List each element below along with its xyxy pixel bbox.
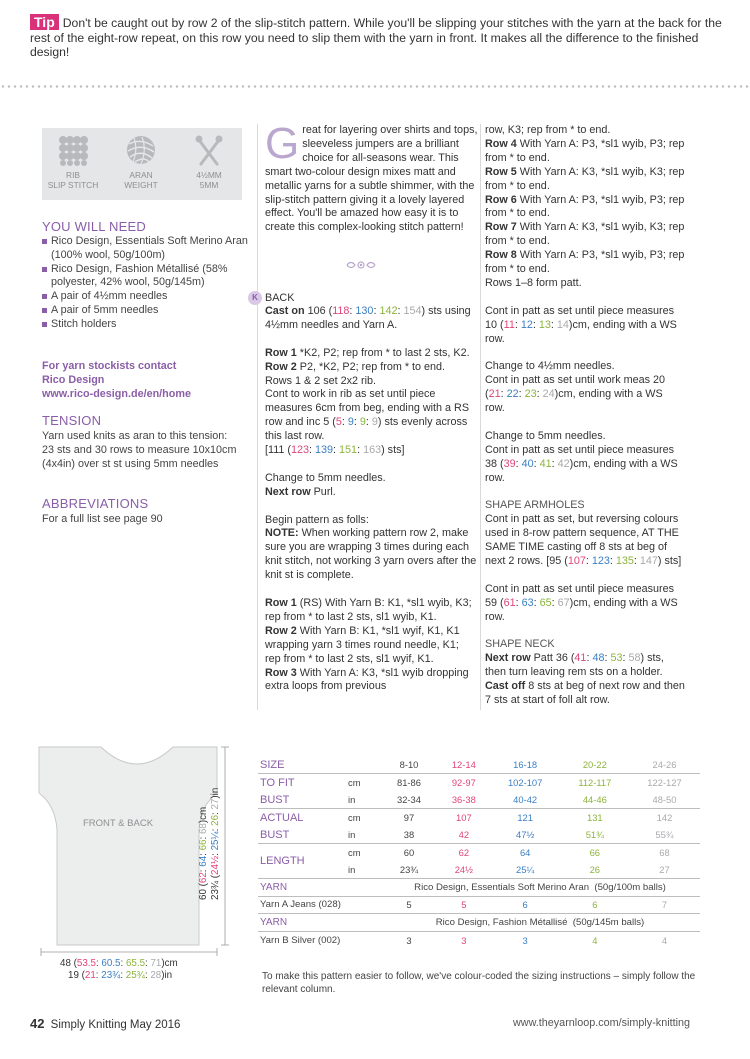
stockists-info: For yarn stockists contact Rico Design www.rico-design.de/en/home [42, 360, 191, 400]
rib-rows: Row 1 *K2, P2; rep from * to last 2 sts, K2. Row 2 P2, *K2, P2; rep from * to end. Rows 1 & 2 set 2x2 rib. Cont to work in rib as set until piece measures 6cm from beg, ending with a RS row and inc 5 (5: 9: 9: 9) sts evenly across this last row. [111 (123: 139: 151: 163) sts] [265, 346, 470, 457]
pattern-note: Begin pattern as folls: NOTE: When working pattern row 2, make sure you are wrapping 3 times during each knit stitch, not working 3 yarn overs after the knit st is complete. [265, 513, 477, 582]
column-divider [480, 124, 481, 710]
list-item: Rico Design, Fashion Métallisé (58% polyester, 42% wool, 50g/145m) [42, 263, 252, 291]
measure-4: Cont in patt as set until piece measures 59 (61: 63: 65: 67)cm, ending with a WS row. [485, 582, 678, 623]
tip-box [30, 14, 730, 60]
table-row: YARN Rico Design, Fashion Métallisé (50g/145m balls) [258, 914, 700, 932]
magazine-name: Simply Knitting May 2016 [50, 1019, 181, 1031]
needle-size-info [182, 134, 236, 190]
measure-2: Change to 4½mm needles. Cont in patt as set until work meas 20 (21: 22: 23: 24)cm, ending with a WS row. [485, 360, 666, 415]
back-instructions [265, 305, 477, 708]
back-section-heading: K BACK [248, 291, 294, 305]
knit-badge: K [248, 291, 262, 305]
table-row: BUST in 32-34 36-38 40-42 44-46 48-50 [260, 793, 677, 806]
pattern-rows-cont: row, K3; rep from * to end. Row 4 With Yarn A: P3, *sl1 wyib, P3; rep from * to end. Row 5 With Yarn A: K3, *sl1 wyib, K3; rep from * to end. Row 6 With Yarn A: P3, *sl1 wyib, P3; rep from * to end. Row 7 With Yarn A: K3, *sl1 wyib, K3; rep from * to end. Row 8 With Yarn A: P3, *sl1 wyib, P3; rep from * to end. Rows 1–8 form patt. [485, 124, 685, 289]
stockist-link[interactable]: www.rico-design.de/en/home [42, 387, 191, 400]
table-row: BUST in 38 42 47½ 51¾ 55¾ [260, 828, 674, 841]
tension-text: Yarn used knits as aran to this tension: 23 sts and 30 rows to measure 10x10cm (4x4in) over st st using 5mm needles [42, 430, 237, 470]
dotted-divider [0, 85, 750, 88]
needle-label: 4½MM 5MM [196, 170, 222, 190]
list-item: Stitch holders [42, 318, 252, 332]
materials-list [42, 235, 252, 332]
tip-badge: Tip [30, 14, 59, 30]
ornament-icon [345, 258, 377, 272]
table-row: SIZE 8-10 12-14 16-18 20-22 24-26 [260, 758, 677, 771]
measure-1: Cont in patt as set until piece measures 10 (11: 12: 13: 14)cm, ending with a WS row. [485, 304, 677, 345]
diagram-label: FRONT & BACK [83, 818, 154, 829]
measure-3: Change to 5mm needles. Cont in patt as set until piece measures 38 (39: 40: 41: 42)cm, ending with a WS row. [485, 429, 678, 484]
aran-label: ARAN WEIGHT [124, 170, 158, 190]
table-footnote: To make this pattern easier to follow, we've colour-coded the sizing instructions – simply follow the relevant column. [262, 971, 696, 996]
abbreviations-text: For a full list see page 90 [42, 513, 163, 525]
drop-cap: G [265, 119, 300, 168]
shape-armholes: SHAPE ARMHOLES Cont in patt as set, but reversing colours used in 8-row pattern sequence, AT THE SAME TIME casting off 8 sts at beg of next 2 rows. [95 (107: 123: 135: 147) sts] [485, 499, 682, 568]
length-measure [198, 788, 222, 900]
table-row: TO FIT cm 81-86 92-97 102-107 112-117 122-127 [258, 774, 700, 792]
rib-slipstitch-icon [57, 134, 89, 166]
yarn-ball-icon [124, 134, 158, 166]
list-item: Rico Design, Essentials Soft Merino Aran (100% wool, 50g/100m) [42, 235, 252, 263]
table-row: YARN Rico Design, Essentials Soft Merino Aran (50g/100m balls) [258, 879, 700, 897]
rib-label: RIB SLIP STITCH [47, 170, 99, 190]
table-row: Yarn B Silver (002) 3 3 3 4 4 [258, 931, 700, 949]
size-table [258, 756, 700, 949]
intro-paragraph: Great for layering over shirts and tops, sleeveless jumpers are a brilliant choice for all-seasons wear. This smart two-colour design mixes matt and metallic yarns for a subtle shimmer, with the slip-stitch pattern giving it a lovely layered effect. You'll be amazed how easy it is to create this complex-looking stitch pattern! [265, 119, 478, 234]
list-item: A pair of 5mm needles [42, 304, 252, 318]
you-will-need-heading: YOU WILL NEED [42, 219, 146, 234]
table-row: in 23¾ 24½ 25¼ 26 27 [348, 864, 670, 875]
project-info-icons [42, 128, 242, 200]
page-number: 42 [30, 1016, 45, 1031]
tip-text: Don't be caught out by row 2 of the slip-stitch pattern. While you'll be slipping your stitches with the yarn at the back for the rest of the eight-row repeat, on this row you need to slip them with the yarn in front. It makes all the difference to the finished design! [30, 16, 722, 60]
table-row: Yarn A Jeans (028) 5 5 6 6 7 [258, 896, 700, 914]
length-in: 23¾ (24½: 25¼: 26: 27)in [210, 787, 221, 900]
abbreviations-heading: ABBREVIATIONS [42, 496, 149, 511]
width-in: 19 (21: 23¾: 25¾: 28)in [68, 970, 173, 981]
pattern-rows: Row 1 (RS) With Yarn B: K1, *sl1 wyib, K3; rep from * to last 2 sts, sl1 wyib, K1. Row 2 With Yarn B: K1, *sl1 wyif, K1, K1 wrapping yarn 3 times round needle, K1; rep from * to last 2 sts, sl1 wyif, K1. Row 3 With Yarn A: K3, *sl1 wyib dropping extra loops from previous [265, 596, 472, 693]
width-cm: 48 (53.5: 60.5: 65.5: 71)cm [60, 958, 178, 969]
needles-icon [193, 134, 225, 166]
aran-weight-info [114, 134, 168, 190]
page-footer [30, 1016, 180, 1031]
rib-slipstitch-info [46, 134, 100, 190]
length-cm: 60 (62: 64: 66: 68)cm [198, 806, 209, 900]
right-instructions [485, 124, 685, 722]
shape-neck: SHAPE NECK Next row Patt 36 (41: 48: 53: 58) sts, then turn leaving rem sts on a holder. Cast off 8 sts at beg of next row and then 7 sts at start of foll alt row. [485, 638, 685, 707]
table-row: LENGTH cm 60 62 64 66 68 [258, 844, 700, 862]
table-row: ACTUAL cm 97 107 121 131 142 [258, 809, 700, 827]
cast-on: Cast on 106 (118: 130: 142: 154) sts using 4½mm needles and Yarn A. [265, 305, 471, 331]
tension-heading: TENSION [42, 413, 102, 428]
change-needles: Change to 5mm needles. Next row Purl. [265, 471, 386, 498]
footer-url[interactable]: www.theyarnloop.com/simply-knitting [512, 1017, 690, 1029]
list-item: A pair of 4½mm needles [42, 290, 252, 304]
column-divider [257, 124, 258, 710]
